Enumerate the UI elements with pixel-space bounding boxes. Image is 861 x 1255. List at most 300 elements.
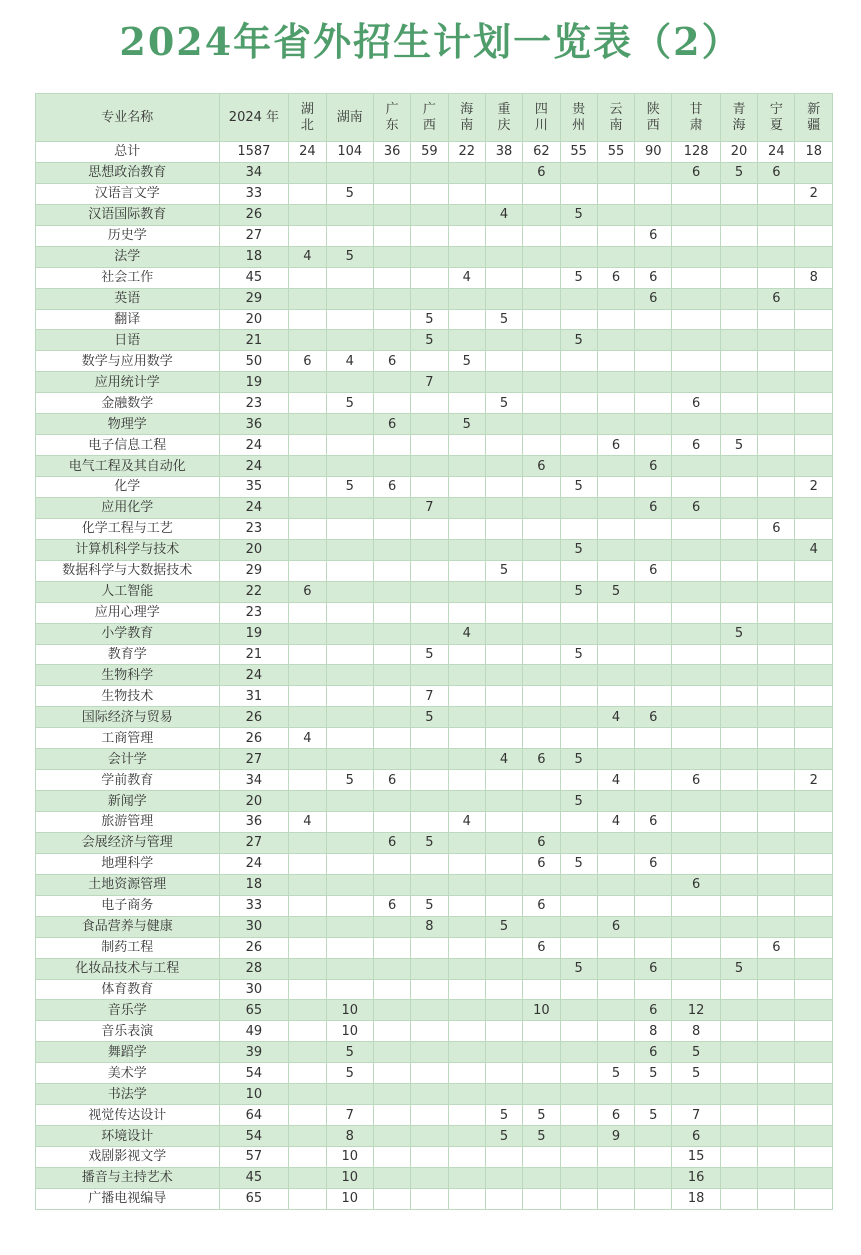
quota-cell: [795, 1147, 833, 1168]
quota-cell: [523, 225, 560, 246]
major-name-cell: 化学: [36, 477, 220, 498]
quota-cell: [289, 497, 326, 518]
quota-cell: [411, 518, 448, 539]
quota-cell: 6: [635, 812, 672, 833]
quota-cell: 8: [411, 916, 448, 937]
year-total-cell: 34: [219, 770, 289, 791]
quota-cell: 7: [411, 497, 448, 518]
quota-cell: [795, 791, 833, 812]
quota-cell: [411, 1126, 448, 1147]
table-row: [36, 225, 833, 246]
quota-cell: [373, 979, 410, 1000]
major-name-cell: 旅游管理: [36, 812, 220, 833]
quota-cell: 4: [289, 246, 326, 267]
quota-cell: [560, 770, 597, 791]
quota-cell: [485, 518, 522, 539]
quota-cell: [448, 309, 485, 330]
year-total-cell: 57: [219, 1147, 289, 1168]
quota-cell: 5: [597, 1063, 634, 1084]
table-row: [36, 393, 833, 414]
quota-cell: [485, 351, 522, 372]
table-row: [36, 1188, 833, 1209]
header-province: 四 川: [523, 94, 560, 142]
table-row: [36, 770, 833, 791]
quota-cell: 18: [795, 142, 833, 163]
quota-cell: [720, 728, 757, 749]
quota-cell: [373, 539, 410, 560]
year-total-cell: 65: [219, 1188, 289, 1209]
quota-cell: [373, 267, 410, 288]
quota-cell: [597, 874, 634, 895]
quota-cell: [326, 916, 373, 937]
quota-cell: [448, 1021, 485, 1042]
major-name-cell: 书法学: [36, 1084, 220, 1105]
quota-cell: [523, 602, 560, 623]
quota-cell: [758, 686, 795, 707]
major-name-cell: 汉语国际教育: [36, 204, 220, 225]
quota-cell: [485, 728, 522, 749]
year-total-cell: 26: [219, 937, 289, 958]
header-province: 海 南: [448, 94, 485, 142]
quota-cell: [523, 1167, 560, 1188]
quota-cell: [758, 267, 795, 288]
quota-cell: [560, 183, 597, 204]
table-row: [36, 1105, 833, 1126]
quota-cell: [672, 812, 720, 833]
quota-cell: [523, 288, 560, 309]
quota-cell: [635, 832, 672, 853]
quota-cell: [523, 477, 560, 498]
quota-cell: [326, 581, 373, 602]
quota-cell: [485, 497, 522, 518]
quota-cell: 5: [485, 393, 522, 414]
quota-cell: [635, 539, 672, 560]
table-header-row: [36, 94, 833, 142]
quota-cell: [289, 183, 326, 204]
quota-cell: 20: [720, 142, 757, 163]
quota-cell: [373, 581, 410, 602]
quota-cell: [289, 937, 326, 958]
quota-cell: 24: [758, 142, 795, 163]
major-name-cell: 应用心理学: [36, 602, 220, 623]
quota-cell: [672, 539, 720, 560]
year-total-cell: 35: [219, 477, 289, 498]
quota-cell: [560, 288, 597, 309]
quota-cell: [672, 728, 720, 749]
table-row: [36, 895, 833, 916]
quota-cell: 7: [672, 1105, 720, 1126]
quota-cell: [326, 665, 373, 686]
quota-cell: 6: [758, 162, 795, 183]
quota-cell: 5: [720, 435, 757, 456]
quota-cell: [795, 602, 833, 623]
quota-cell: [448, 330, 485, 351]
quota-cell: [758, 539, 795, 560]
table-row: [36, 958, 833, 979]
year-total-cell: 21: [219, 330, 289, 351]
quota-cell: [758, 246, 795, 267]
quota-cell: [720, 518, 757, 539]
quota-cell: [523, 1063, 560, 1084]
quota-cell: 10: [326, 1188, 373, 1209]
quota-cell: [289, 435, 326, 456]
major-name-cell: 应用统计学: [36, 372, 220, 393]
year-total-cell: 36: [219, 414, 289, 435]
quota-cell: [720, 770, 757, 791]
quota-cell: 8: [795, 267, 833, 288]
quota-cell: 10: [523, 1000, 560, 1021]
quota-cell: 6: [523, 832, 560, 853]
header-province: 青 海: [720, 94, 757, 142]
quota-cell: [373, 623, 410, 644]
quota-cell: [373, 288, 410, 309]
major-name-cell: 广播电视编导: [36, 1188, 220, 1209]
quota-cell: [485, 330, 522, 351]
quota-cell: 6: [672, 435, 720, 456]
quota-cell: 36: [373, 142, 410, 163]
quota-cell: [795, 644, 833, 665]
quota-cell: [411, 602, 448, 623]
quota-cell: [795, 874, 833, 895]
major-name-cell: 思想政治教育: [36, 162, 220, 183]
quota-cell: [560, 728, 597, 749]
quota-cell: [795, 1105, 833, 1126]
quota-cell: [523, 958, 560, 979]
quota-cell: [289, 539, 326, 560]
quota-cell: 38: [485, 142, 522, 163]
major-name-cell: 学前教育: [36, 770, 220, 791]
quota-cell: [795, 1042, 833, 1063]
table-row: [36, 560, 833, 581]
quota-cell: [672, 686, 720, 707]
quota-cell: [485, 832, 522, 853]
quota-cell: [448, 288, 485, 309]
table-row: [36, 979, 833, 1000]
quota-cell: [373, 874, 410, 895]
quota-cell: 6: [672, 874, 720, 895]
year-total-cell: 24: [219, 853, 289, 874]
year-total-cell: 30: [219, 916, 289, 937]
quota-cell: [289, 1084, 326, 1105]
quota-cell: [720, 1188, 757, 1209]
major-name-cell: 环境设计: [36, 1126, 220, 1147]
quota-cell: [411, 874, 448, 895]
quota-cell: [672, 581, 720, 602]
quota-cell: [411, 979, 448, 1000]
quota-cell: [411, 1000, 448, 1021]
year-total-cell: 65: [219, 1000, 289, 1021]
quota-cell: [720, 351, 757, 372]
quota-cell: [560, 1021, 597, 1042]
quota-cell: [672, 330, 720, 351]
year-total-cell: 28: [219, 958, 289, 979]
quota-cell: [485, 456, 522, 477]
quota-cell: [523, 791, 560, 812]
quota-cell: 5: [560, 539, 597, 560]
quota-cell: [373, 372, 410, 393]
quota-cell: 4: [289, 728, 326, 749]
year-total-cell: 20: [219, 791, 289, 812]
major-name-cell: 化学工程与工艺: [36, 518, 220, 539]
quota-cell: [720, 288, 757, 309]
quota-cell: [672, 1084, 720, 1105]
table-row: [36, 288, 833, 309]
quota-cell: [635, 351, 672, 372]
quota-cell: 15: [672, 1147, 720, 1168]
year-total-cell: 19: [219, 623, 289, 644]
quota-cell: [448, 162, 485, 183]
table-row: [36, 351, 833, 372]
quota-cell: [485, 435, 522, 456]
quota-cell: [597, 1188, 634, 1209]
table-row: [36, 581, 833, 602]
quota-cell: [485, 1147, 522, 1168]
quota-cell: [411, 162, 448, 183]
quota-cell: [720, 707, 757, 728]
header-year: 2024 年: [219, 94, 289, 142]
quota-cell: 6: [523, 853, 560, 874]
quota-cell: [485, 623, 522, 644]
quota-cell: 5: [635, 1063, 672, 1084]
quota-cell: [672, 791, 720, 812]
quota-cell: [597, 183, 634, 204]
quota-cell: 9: [597, 1126, 634, 1147]
quota-cell: [289, 267, 326, 288]
quota-cell: 5: [411, 309, 448, 330]
quota-cell: [720, 665, 757, 686]
year-total-cell: 18: [219, 246, 289, 267]
quota-cell: 6: [523, 895, 560, 916]
quota-cell: [597, 791, 634, 812]
quota-cell: [597, 853, 634, 874]
quota-cell: 4: [485, 749, 522, 770]
quota-cell: [720, 1021, 757, 1042]
quota-cell: [560, 414, 597, 435]
quota-cell: [326, 895, 373, 916]
quota-cell: [485, 602, 522, 623]
quota-cell: [560, 937, 597, 958]
quota-cell: [795, 330, 833, 351]
quota-cell: [758, 665, 795, 686]
quota-cell: [411, 1105, 448, 1126]
quota-cell: [411, 623, 448, 644]
year-total-cell: 33: [219, 895, 289, 916]
quota-cell: [448, 749, 485, 770]
quota-cell: [289, 162, 326, 183]
year-total-cell: 27: [219, 225, 289, 246]
quota-cell: [326, 602, 373, 623]
quota-cell: [560, 665, 597, 686]
quota-cell: [672, 246, 720, 267]
table-row: [36, 435, 833, 456]
quota-cell: 6: [523, 456, 560, 477]
quota-cell: [448, 644, 485, 665]
quota-cell: [758, 1105, 795, 1126]
quota-cell: [795, 707, 833, 728]
quota-cell: 4: [485, 204, 522, 225]
major-name-cell: 英语: [36, 288, 220, 309]
quota-cell: [720, 1167, 757, 1188]
quota-cell: 5: [635, 1105, 672, 1126]
quota-cell: [672, 832, 720, 853]
year-total-cell: 39: [219, 1042, 289, 1063]
quota-cell: [672, 414, 720, 435]
quota-cell: 6: [289, 351, 326, 372]
quota-cell: [373, 309, 410, 330]
table-row: [36, 477, 833, 498]
quota-cell: 6: [635, 958, 672, 979]
quota-cell: [373, 1126, 410, 1147]
quota-cell: [758, 1084, 795, 1105]
quota-cell: [485, 183, 522, 204]
quota-cell: [560, 372, 597, 393]
quota-cell: 5: [326, 1042, 373, 1063]
quota-cell: [560, 1063, 597, 1084]
quota-cell: [635, 979, 672, 1000]
major-name-cell: 化妆品技术与工程: [36, 958, 220, 979]
quota-cell: [326, 330, 373, 351]
quota-cell: [289, 791, 326, 812]
quota-cell: [795, 853, 833, 874]
year-total-cell: 36: [219, 812, 289, 833]
quota-cell: [597, 477, 634, 498]
major-name-cell: 地理科学: [36, 853, 220, 874]
quota-cell: [758, 477, 795, 498]
quota-cell: [411, 1063, 448, 1084]
quota-cell: [326, 979, 373, 1000]
quota-cell: [485, 770, 522, 791]
major-name-cell: 生物科学: [36, 665, 220, 686]
quota-cell: [758, 623, 795, 644]
page-title: 2024年省外招生计划一览表（2）: [119, 19, 742, 64]
quota-cell: 55: [560, 142, 597, 163]
quota-cell: [795, 162, 833, 183]
quota-cell: [289, 560, 326, 581]
year-total-cell: 33: [219, 183, 289, 204]
quota-cell: 24: [289, 142, 326, 163]
table-row: [36, 1126, 833, 1147]
quota-cell: [635, 623, 672, 644]
quota-cell: [597, 1147, 634, 1168]
quota-cell: 6: [597, 435, 634, 456]
quota-cell: [635, 916, 672, 937]
quota-cell: [326, 162, 373, 183]
quota-cell: [795, 958, 833, 979]
quota-cell: [635, 309, 672, 330]
header-province: 宁 夏: [758, 94, 795, 142]
quota-cell: [720, 1147, 757, 1168]
quota-cell: 62: [523, 142, 560, 163]
quota-cell: [597, 665, 634, 686]
header-province: 广 西: [411, 94, 448, 142]
quota-cell: [289, 1167, 326, 1188]
quota-cell: 6: [635, 267, 672, 288]
quota-cell: 5: [672, 1063, 720, 1084]
quota-cell: [485, 1021, 522, 1042]
quota-cell: [373, 456, 410, 477]
quota-cell: [411, 581, 448, 602]
quota-cell: [373, 665, 410, 686]
quota-cell: [326, 456, 373, 477]
quota-cell: [560, 832, 597, 853]
quota-cell: [795, 686, 833, 707]
quota-cell: 5: [523, 1126, 560, 1147]
quota-cell: [326, 853, 373, 874]
quota-cell: 2: [795, 770, 833, 791]
quota-cell: [485, 477, 522, 498]
quota-cell: [289, 916, 326, 937]
quota-cell: [448, 874, 485, 895]
quota-cell: [635, 602, 672, 623]
quota-cell: [672, 979, 720, 1000]
table-row: [36, 1021, 833, 1042]
year-total-cell: 24: [219, 456, 289, 477]
quota-cell: [448, 895, 485, 916]
quota-cell: [560, 602, 597, 623]
quota-cell: [448, 435, 485, 456]
quota-cell: [720, 937, 757, 958]
quota-cell: [289, 477, 326, 498]
quota-cell: [720, 204, 757, 225]
quota-cell: [373, 728, 410, 749]
quota-cell: [289, 686, 326, 707]
table-row: [36, 309, 833, 330]
quota-cell: [523, 979, 560, 1000]
quota-cell: [523, 435, 560, 456]
quota-cell: [289, 1147, 326, 1168]
quota-cell: 6: [373, 414, 410, 435]
quota-cell: [635, 770, 672, 791]
quota-cell: 5: [326, 246, 373, 267]
quota-cell: 5: [560, 791, 597, 812]
quota-cell: [720, 1105, 757, 1126]
quota-cell: [720, 895, 757, 916]
quota-cell: [523, 1042, 560, 1063]
quota-cell: [635, 246, 672, 267]
quota-cell: [560, 686, 597, 707]
quota-cell: [448, 1105, 485, 1126]
major-name-cell: 生物技术: [36, 686, 220, 707]
quota-cell: [411, 812, 448, 833]
quota-cell: [560, 812, 597, 833]
quota-cell: [326, 874, 373, 895]
quota-cell: [448, 665, 485, 686]
quota-cell: [485, 895, 522, 916]
quota-cell: [597, 832, 634, 853]
quota-cell: [720, 916, 757, 937]
quota-cell: [758, 330, 795, 351]
quota-cell: [560, 1000, 597, 1021]
quota-cell: [523, 309, 560, 330]
quota-cell: [411, 937, 448, 958]
quota-cell: [758, 853, 795, 874]
table-row: [36, 602, 833, 623]
quota-cell: [326, 518, 373, 539]
year-total-cell: 10: [219, 1084, 289, 1105]
quota-cell: [672, 560, 720, 581]
table-row: [36, 728, 833, 749]
quota-cell: 5: [672, 1042, 720, 1063]
quota-cell: [448, 1042, 485, 1063]
quota-cell: [758, 791, 795, 812]
quota-cell: [795, 372, 833, 393]
quota-cell: [448, 791, 485, 812]
quota-cell: [448, 1084, 485, 1105]
quota-cell: [720, 832, 757, 853]
quota-cell: [485, 288, 522, 309]
header-province: 湖南: [326, 94, 373, 142]
quota-cell: [373, 707, 410, 728]
